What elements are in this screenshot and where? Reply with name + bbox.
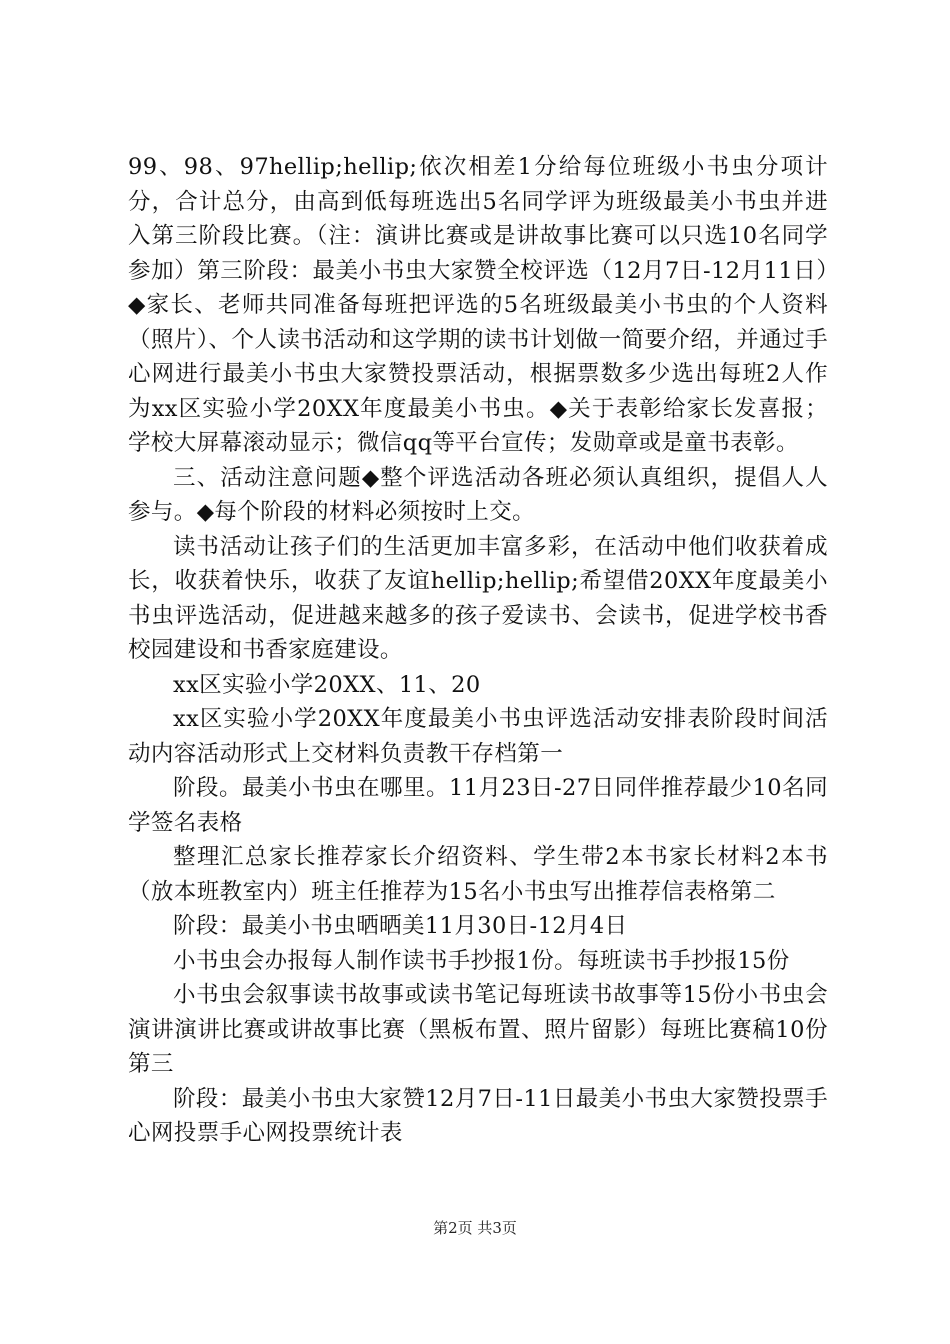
paragraph-schedule-title: xx区实验小学20XX年度最美小书虫评选活动安排表阶段时间活动内容活动形式上交材料负责教干存档第一 bbox=[128, 706, 828, 767]
paragraph-stage-two-newspaper: 小书虫会办报每人制作读书手抄报1份。每班读书手抄报15份 bbox=[173, 947, 790, 974]
page-number-footer: 第2页 共3页 bbox=[433, 1219, 517, 1237]
paragraph-signature-date: xx区实验小学20XX、11、20 bbox=[173, 671, 481, 698]
paragraph-stage-two-stories: 小书虫会叙事读书故事或读书笔记每班读书故事等15份小书虫会演讲演讲比赛或讲故事比赛（黑板布置、照片留影）每班比赛稿10份第三 bbox=[128, 982, 828, 1077]
paragraph-stage-three: 阶段：最美小书虫大家赞12月7日-11日最美小书虫大家赞投票手心网投票手心网投票统计表 bbox=[128, 1085, 828, 1146]
paragraph-conclusion: 读书活动让孩子们的生活更加丰富多彩，在活动中他们收获着成长，收获着快乐，收获了友谊hellip;hellip;希望借20XX年度最美小书虫评选活动，促进越来越多的孩子爱读书、会读书，促进学校书香校园建设和书香家庭建设。 bbox=[128, 533, 828, 663]
paragraph-notes: 三、活动注意问题◆整个评选活动各班必须认真组织，提倡人人参与。◆每个阶段的材料必须按时上交。 bbox=[128, 464, 828, 525]
paragraph-stage-one: 阶段。最美小书虫在哪里。11月23日-27日同伴推荐最少10名同学签名表格 bbox=[128, 775, 828, 836]
paragraph-stage-one-materials: 整理汇总家长推荐家长介绍资料、学生带2本书家长材料2本书（放本班教室内）班主任推荐为15名小书虫写出推荐信表格第二 bbox=[128, 844, 828, 905]
paragraph-stage-two-scoring: 99、98、97hellip;hellip;依次相差1分给每位班级小书虫分项计分，合计总分，由高到低每班选出5名同学评为班级最美小书虫并进入第三阶段比赛。（注：演讲比赛或是讲故事比赛可以只选10名同学参加）第三阶段：最美小书虫大家赞全校评选（12月7日-12月11日）◆家长、老师共同准备每班把评选的5名班级最美小书虫的个人资料（照片）、个人读书活动和这学期的读书计划做一简要介绍，并通过手心网进行最美小书虫大家赞投票活动，根据票数多少选出每班2人作为xx区实验小学20XX年度最美小书虫。◆关于表彰给家长发喜报；学校大屏幕滚动显示；微信qq等平台宣传；发勋章或是童书表彰。 bbox=[128, 154, 828, 456]
document-body bbox=[128, 150, 828, 1151]
paragraph-stage-two: 阶段：最美小书虫晒晒美11月30日-12月4日 bbox=[173, 913, 628, 939]
